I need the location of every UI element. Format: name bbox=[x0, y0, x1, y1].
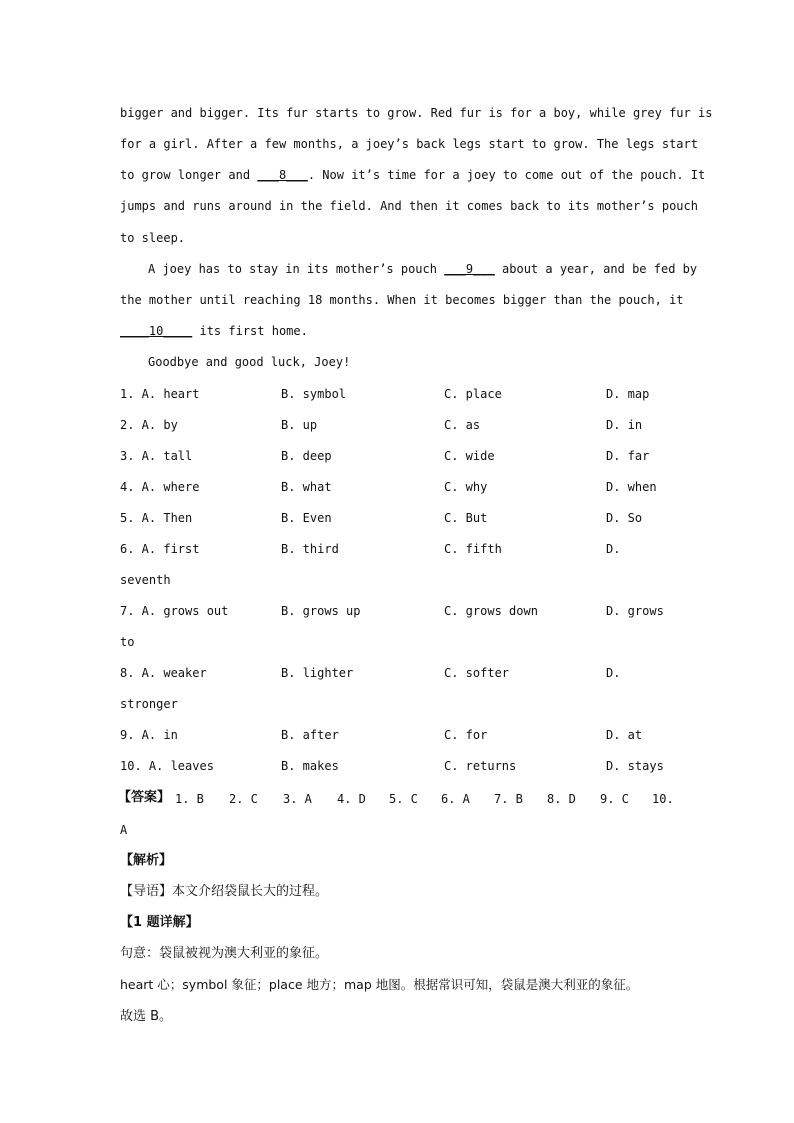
analysis-heading: 【解析】 bbox=[120, 853, 173, 868]
answer-item: 2. C bbox=[229, 792, 258, 806]
passage-text: . Now it’s time for a joey to come out of the pouch. It bbox=[307, 168, 706, 182]
answer-item: 9. C bbox=[600, 792, 629, 806]
option-a: 10. A. leaves bbox=[120, 759, 214, 773]
option-b: B. Even bbox=[281, 511, 332, 525]
option-d: D. at bbox=[606, 728, 643, 742]
option-wrap: stronger bbox=[120, 697, 178, 711]
option-c: C. But bbox=[444, 511, 488, 525]
q1-detail: heart 心；symbol 象征；place 地方；map 地图。根据常识可知，袋鼠是澳大利亚的象征。 bbox=[120, 977, 639, 992]
option-a: 8. A. weaker bbox=[120, 666, 207, 680]
option-b: B. grows up bbox=[281, 604, 361, 618]
option-wrap: seventh bbox=[120, 573, 171, 587]
option-c: C. returns bbox=[444, 759, 517, 773]
option-b: B. makes bbox=[281, 759, 339, 773]
option-d: D. So bbox=[606, 511, 643, 525]
option-d: D. grows bbox=[606, 604, 664, 618]
q1-choice: 故选 B。 bbox=[120, 1009, 173, 1024]
answer-item: 1. B bbox=[175, 792, 204, 806]
passage-text: A joey has to stay in its mother’s pouch bbox=[148, 262, 445, 276]
answer-item: 8. D bbox=[547, 792, 576, 806]
q1-heading: 【1 题详解】 bbox=[120, 915, 199, 930]
passage-line bbox=[120, 167, 706, 183]
option-d: D. in bbox=[606, 418, 643, 432]
option-b: B. third bbox=[281, 542, 339, 556]
passage-line: jumps and runs around in the field. And then it comes back to its mother’s pouch bbox=[120, 199, 698, 213]
option-c: C. softer bbox=[444, 666, 510, 680]
blank-9: ___9___ bbox=[444, 262, 495, 276]
answer-item: 4. D bbox=[337, 792, 366, 806]
option-a: 3. A. tall bbox=[120, 449, 193, 463]
option-c: C. wide bbox=[444, 449, 495, 463]
passage-line bbox=[120, 323, 676, 339]
option-d: D. when bbox=[606, 480, 657, 494]
passage-line: for a girl. After a few months, a joey’s back legs start to grow. The legs start bbox=[120, 137, 698, 151]
option-d: D. far bbox=[606, 449, 650, 463]
blank-10: ____10____ bbox=[120, 324, 193, 338]
option-b: B. lighter bbox=[281, 666, 354, 680]
option-a: 9. A. in bbox=[120, 728, 178, 742]
option-d: D. map bbox=[606, 387, 650, 401]
answer-item: 6. A bbox=[441, 792, 470, 806]
option-b: B. after bbox=[281, 728, 339, 742]
guide-text: 【导语】本文介绍袋鼠长大的过程。 bbox=[120, 884, 329, 899]
passage-line: Goodbye and good luck, Joey! bbox=[148, 355, 351, 369]
option-a: 7. A. grows out bbox=[120, 604, 229, 618]
passage-text: to grow longer and bbox=[120, 168, 258, 182]
passage-text: its first home. bbox=[192, 324, 308, 338]
q1-meaning: 句意：袋鼠被视为澳大利亚的象征。 bbox=[120, 946, 329, 961]
option-a: 6. A. first bbox=[120, 542, 200, 556]
answer-item: 3. A bbox=[283, 792, 312, 806]
option-a: 1. A. heart bbox=[120, 387, 200, 401]
option-c: C. fifth bbox=[444, 542, 502, 556]
blank-8: ___8___ bbox=[257, 168, 308, 182]
option-c: C. why bbox=[444, 480, 488, 494]
option-d: D. bbox=[606, 542, 621, 556]
option-a: 4. A. where bbox=[120, 480, 200, 494]
option-c: C. grows down bbox=[444, 604, 538, 618]
option-b: B. what bbox=[281, 480, 332, 494]
option-b: B. symbol bbox=[281, 387, 347, 401]
option-c: C. as bbox=[444, 418, 481, 432]
answer-item: 5. C bbox=[389, 792, 418, 806]
passage-line: the mother until reaching 18 months. When it becomes bigger than the pouch, it bbox=[120, 293, 684, 307]
answer-label: 【答案】 bbox=[118, 790, 171, 805]
option-a: 2. A. by bbox=[120, 418, 178, 432]
answer-wrap: A bbox=[120, 823, 128, 837]
option-b: B. up bbox=[281, 418, 318, 432]
option-c: C. place bbox=[444, 387, 502, 401]
passage-text: about a year, and be fed by bbox=[494, 262, 698, 276]
passage-line bbox=[148, 261, 698, 277]
passage-line: bigger and bigger. Its fur starts to grow. Red fur is for a boy, while grey fur is bbox=[120, 106, 713, 120]
option-a: 5. A. Then bbox=[120, 511, 193, 525]
option-c: C. for bbox=[444, 728, 488, 742]
option-wrap: to bbox=[120, 635, 135, 649]
passage-line: to sleep. bbox=[120, 231, 186, 245]
option-d: D. stays bbox=[606, 759, 664, 773]
answer-item: 7. B bbox=[494, 792, 523, 806]
option-d: D. bbox=[606, 666, 621, 680]
option-b: B. deep bbox=[281, 449, 332, 463]
answer-item: 10. bbox=[652, 792, 674, 806]
